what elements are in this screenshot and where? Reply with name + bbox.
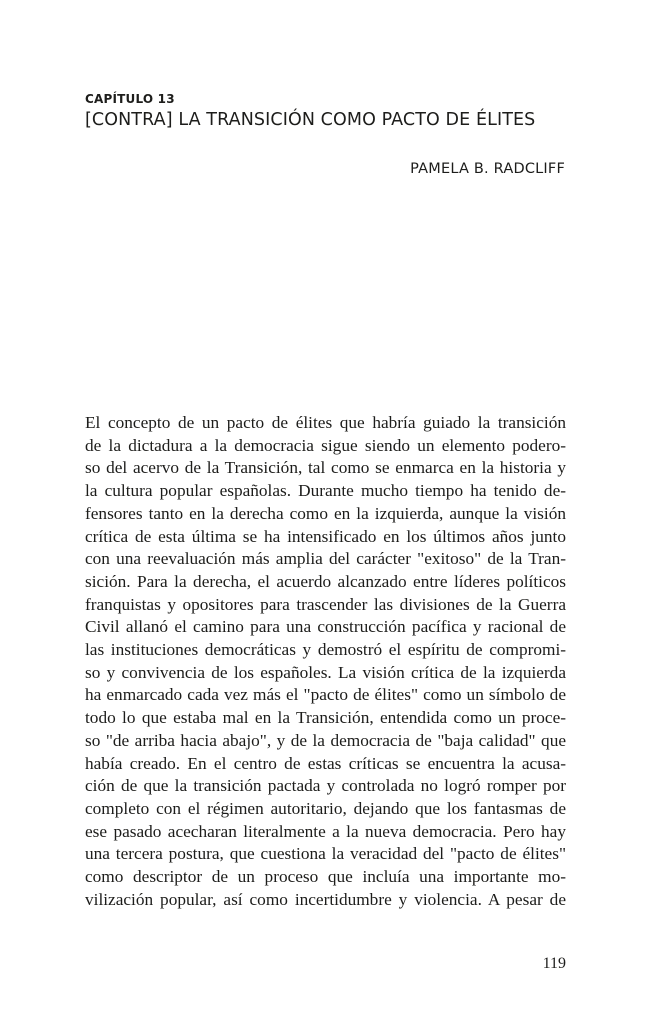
chapter-label: CAPÍTULO 13: [85, 92, 175, 106]
chapter-title: [CONTRA] LA TRANSICIÓN COMO PACTO DE ÉLITES: [85, 110, 536, 130]
body-line: ción de que la transición pactada y controlada no logró romper por: [85, 776, 566, 796]
author-name: PAMELA B. RADCLIFF: [410, 161, 565, 177]
body-line: había creado. En el centro de estas críticas se encuentra la acusa-: [85, 753, 566, 773]
body-line: Civil allanó el camino para una construcción pacífica y racional de: [85, 617, 566, 637]
body-line: como descriptor de un proceso que incluía una importante mo-: [85, 867, 566, 887]
body-line: so del acervo de la Transición, tal como se enmarca en la historia y: [85, 458, 566, 478]
body-text: [85, 412, 566, 911]
body-line: todo lo que estaba mal en la Transición, entendida como un proce-: [85, 708, 566, 728]
body-line: de la dictadura a la democracia sigue siendo un elemento podero-: [85, 435, 566, 455]
body-line: El concepto de un pacto de élites que habría guiado la transición: [85, 413, 566, 432]
body-line: la cultura popular españolas. Durante mucho tiempo ha tenido de-: [85, 481, 566, 501]
body-line: vilización popular, así como incertidumbre y violencia. A pesar de: [85, 889, 566, 909]
body-line: fensores tanto en la derecha como en la izquierda, aunque la visión: [85, 503, 566, 523]
body-line: las instituciones democráticas y demostró el espíritu de compromi-: [85, 640, 566, 660]
body-line: sición. Para la derecha, el acuerdo alcanzado entre líderes políticos: [85, 571, 566, 591]
body-line: completo con el régimen autoritario, dejando que los fantasmas de: [85, 798, 566, 818]
body-line: una tercera postura, que cuestiona la veracidad del "pacto de élites": [85, 844, 566, 864]
body-line: ha enmarcado cada vez más el "pacto de élites" como un símbolo de: [85, 685, 566, 705]
body-line: franquistas y opositores para trascender las divisiones de la Guerra: [85, 594, 566, 614]
body-line: so "de arriba hacia abajo", y de la democracia de "baja calidad" que: [85, 730, 566, 750]
body-line: crítica de esta última se ha intensificado en los últimos años junto: [85, 526, 566, 546]
page-number: 119: [542, 955, 566, 972]
body-line: so y convivencia de los españoles. La visión crítica de la izquierda: [85, 662, 566, 682]
body-line: con una reevaluación más amplia del carácter "exitoso" de la Tran-: [85, 549, 566, 569]
body-line: ese pasado acecharan literalmente a la nueva democracia. Pero hay: [85, 821, 566, 841]
